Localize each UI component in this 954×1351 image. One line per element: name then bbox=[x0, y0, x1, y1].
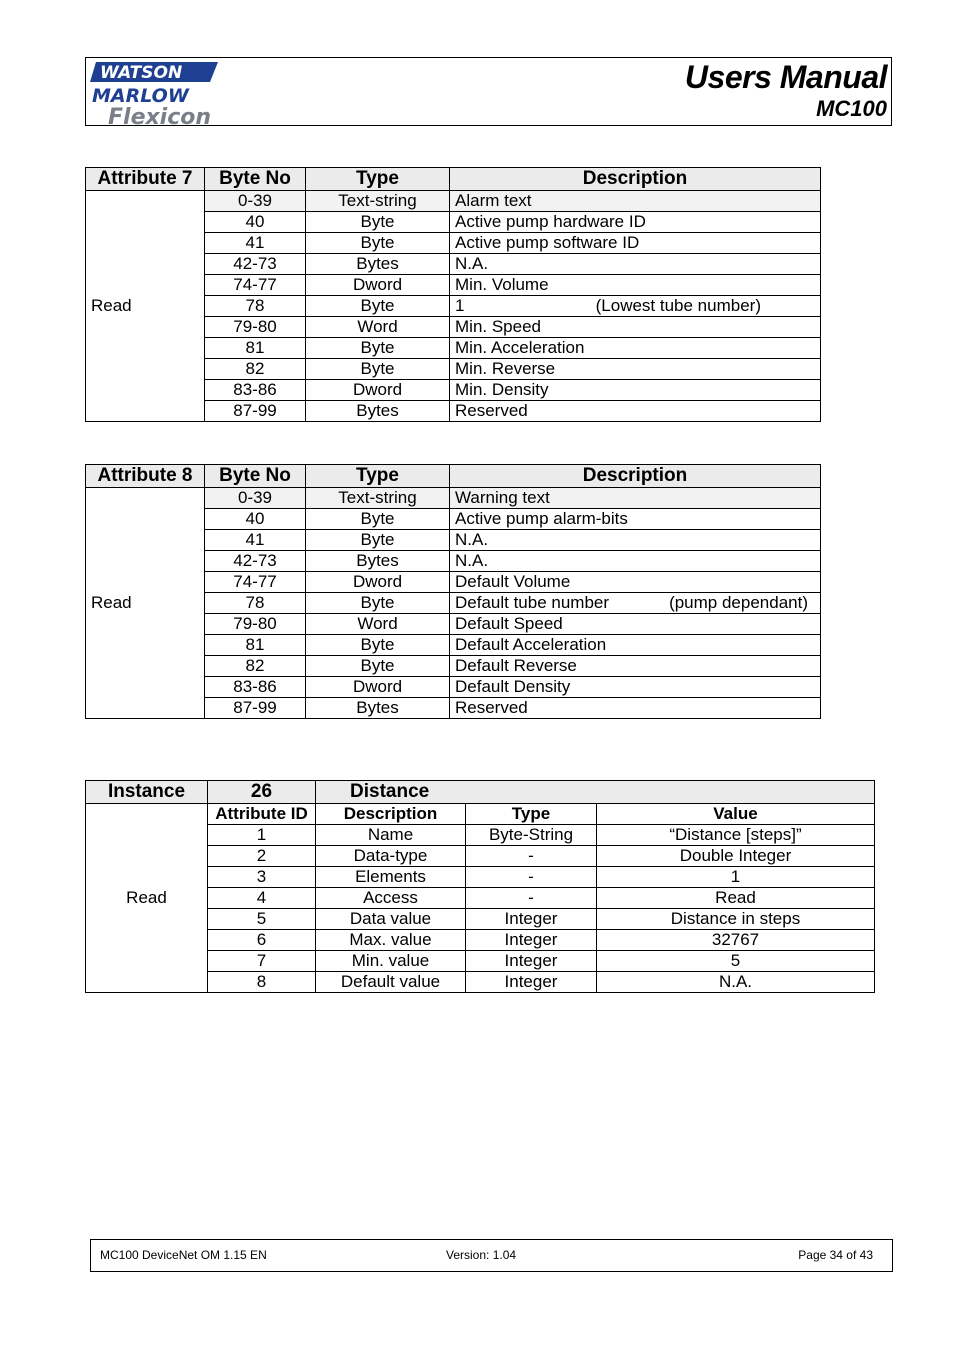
byte-no-cell: 79-80 bbox=[205, 614, 306, 635]
description-wrap bbox=[455, 212, 815, 232]
description-wrap bbox=[455, 296, 815, 316]
description-text: N.A. bbox=[455, 530, 489, 549]
description-cell bbox=[450, 530, 821, 551]
description-wrap bbox=[455, 698, 815, 718]
description-cell bbox=[450, 635, 821, 656]
description-text: Min. Density bbox=[455, 380, 549, 399]
description-cell bbox=[450, 275, 821, 296]
description-text: Default Volume bbox=[455, 572, 571, 591]
description-text: 1 bbox=[455, 296, 465, 315]
type-cell: Text-string bbox=[306, 488, 450, 509]
byte-no-cell: 0-39 bbox=[205, 191, 306, 212]
subheader-row bbox=[86, 804, 875, 825]
description-cell bbox=[450, 338, 821, 359]
description-cell bbox=[450, 254, 821, 275]
description-wrap bbox=[455, 191, 815, 211]
description-wrap bbox=[455, 551, 815, 571]
instance-name bbox=[316, 781, 875, 804]
byte-no-cell: 78 bbox=[205, 593, 306, 614]
byte-no-cell: 83-86 bbox=[205, 677, 306, 698]
byte-no-cell: 41 bbox=[205, 530, 306, 551]
type-cell: Byte bbox=[306, 530, 450, 551]
byte-no-cell: 40 bbox=[205, 212, 306, 233]
description-text: Reserved bbox=[455, 698, 528, 717]
attribute-id-cell: 5 bbox=[208, 909, 316, 930]
byte-no-cell: 82 bbox=[205, 656, 306, 677]
access-cell: Read bbox=[86, 804, 208, 993]
description-text: Active pump hardware ID bbox=[455, 212, 646, 231]
description-wrap bbox=[455, 380, 815, 400]
type-cell: Word bbox=[306, 614, 450, 635]
type-cell: Byte bbox=[306, 338, 450, 359]
column-header: Byte No bbox=[205, 168, 306, 191]
attribute-id-cell: 1 bbox=[208, 825, 316, 846]
description-wrap bbox=[455, 488, 815, 508]
byte-no-cell: 81 bbox=[205, 635, 306, 656]
description-text: Min. Acceleration bbox=[455, 338, 585, 357]
type-cell: Byte bbox=[306, 296, 450, 317]
description-text: Active pump software ID bbox=[455, 233, 640, 252]
type-cell: Byte bbox=[306, 593, 450, 614]
description-cell: Max. value bbox=[316, 930, 466, 951]
byte-no-cell: 78 bbox=[205, 296, 306, 317]
description-text: Reserved bbox=[455, 401, 528, 420]
type-cell: Byte bbox=[306, 635, 450, 656]
instance-name-text: Distance bbox=[350, 781, 430, 802]
attribute-id-cell: 8 bbox=[208, 972, 316, 993]
description-wrap bbox=[455, 656, 815, 676]
attribute-8-table bbox=[85, 464, 821, 719]
svg-text:WATSON: WATSON bbox=[100, 63, 183, 83]
description-wrap bbox=[455, 317, 815, 337]
description-cell bbox=[450, 509, 821, 530]
access-cell: Read bbox=[86, 191, 205, 422]
byte-no-cell: 74-77 bbox=[205, 275, 306, 296]
type-cell: Text-string bbox=[306, 191, 450, 212]
byte-no-cell: 74-77 bbox=[205, 572, 306, 593]
column-header: Type bbox=[306, 168, 450, 191]
description-cell bbox=[450, 401, 821, 422]
footer-doc-id: MC100 DeviceNet OM 1.15 EN bbox=[100, 1248, 267, 1262]
description-cell: Data value bbox=[316, 909, 466, 930]
type-cell: Integer bbox=[466, 930, 597, 951]
type-cell: Dword bbox=[306, 380, 450, 401]
description-cell bbox=[450, 614, 821, 635]
description-wrap bbox=[455, 677, 815, 697]
byte-no-cell: 41 bbox=[205, 233, 306, 254]
type-cell: - bbox=[466, 867, 597, 888]
type-cell: Byte bbox=[306, 359, 450, 380]
description-cell bbox=[450, 698, 821, 719]
type-cell: Dword bbox=[306, 572, 450, 593]
type-cell: Word bbox=[306, 317, 450, 338]
type-cell: Bytes bbox=[306, 698, 450, 719]
attribute-id-cell: 2 bbox=[208, 846, 316, 867]
byte-no-cell: 87-99 bbox=[205, 401, 306, 422]
description-wrap bbox=[455, 509, 815, 529]
description-wrap bbox=[455, 593, 815, 613]
byte-no-cell: 42-73 bbox=[205, 254, 306, 275]
value-cell: N.A. bbox=[597, 972, 875, 993]
column-header: Description bbox=[450, 465, 821, 488]
description-text: Default Speed bbox=[455, 614, 563, 633]
byte-no-cell: 42-73 bbox=[205, 551, 306, 572]
byte-no-cell: 87-99 bbox=[205, 698, 306, 719]
description-cell bbox=[450, 212, 821, 233]
description-wrap bbox=[455, 614, 815, 634]
description-cell: Access bbox=[316, 888, 466, 909]
type-cell: Bytes bbox=[306, 551, 450, 572]
footer-page-number: Page 34 of 43 bbox=[798, 1248, 873, 1262]
type-cell: Integer bbox=[466, 951, 597, 972]
type-cell: Integer bbox=[466, 972, 597, 993]
byte-no-cell: 83-86 bbox=[205, 380, 306, 401]
value-cell: Double Integer bbox=[597, 846, 875, 867]
description-text: N.A. bbox=[455, 551, 489, 570]
description-cell: Default value bbox=[316, 972, 466, 993]
description-cell bbox=[450, 572, 821, 593]
svg-text:Flexicon: Flexicon bbox=[108, 105, 212, 126]
column-header: Type bbox=[466, 804, 597, 825]
table-row bbox=[86, 488, 821, 509]
type-cell: Integer bbox=[466, 909, 597, 930]
description-text: N.A. bbox=[455, 254, 489, 273]
byte-no-cell: 40 bbox=[205, 509, 306, 530]
description-wrap bbox=[455, 233, 815, 253]
description-cell bbox=[450, 191, 821, 212]
document-subtitle: MC100 bbox=[816, 96, 887, 121]
description-cell: Min. value bbox=[316, 951, 466, 972]
description-wrap bbox=[455, 359, 815, 379]
type-cell: Byte bbox=[306, 233, 450, 254]
table-row bbox=[86, 191, 821, 212]
type-cell: Bytes bbox=[306, 254, 450, 275]
column-header: Attribute 7 bbox=[86, 168, 205, 191]
description-text: Min. Reverse bbox=[455, 359, 556, 378]
description-note: (pump dependant) bbox=[669, 593, 808, 612]
page-header bbox=[85, 57, 892, 126]
description-text: Default Acceleration bbox=[455, 635, 607, 654]
description-cell: Data-type bbox=[316, 846, 466, 867]
description-text: Min. Volume bbox=[455, 275, 549, 294]
description-cell bbox=[450, 296, 821, 317]
type-cell: Byte bbox=[306, 656, 450, 677]
access-cell: Read bbox=[86, 488, 205, 719]
column-header: Description bbox=[450, 168, 821, 191]
value-cell: 1 bbox=[597, 867, 875, 888]
column-header: Value bbox=[597, 804, 875, 825]
column-header: Description bbox=[316, 804, 466, 825]
type-cell: Dword bbox=[306, 275, 450, 296]
type-cell: Bytes bbox=[306, 401, 450, 422]
description-wrap bbox=[455, 275, 815, 295]
description-note: (Lowest tube number) bbox=[595, 296, 761, 315]
attribute-id-cell: 6 bbox=[208, 930, 316, 951]
document-title: Users Manual bbox=[684, 59, 887, 95]
description-text: Min. Speed bbox=[455, 317, 541, 336]
description-text: Active pump alarm-bits bbox=[455, 509, 628, 528]
type-cell: Byte bbox=[306, 212, 450, 233]
column-header: Byte No bbox=[205, 465, 306, 488]
description-cell bbox=[450, 380, 821, 401]
description-text: Default tube number bbox=[455, 593, 610, 612]
value-cell: “Distance [steps]” bbox=[597, 825, 875, 846]
description-text: Warning text bbox=[455, 488, 550, 507]
byte-no-cell: 82 bbox=[205, 359, 306, 380]
attribute-id-cell: 7 bbox=[208, 951, 316, 972]
watson-marlow-logo bbox=[90, 60, 220, 126]
description-wrap bbox=[455, 635, 815, 655]
description-cell bbox=[450, 551, 821, 572]
column-header: Attribute 8 bbox=[86, 465, 205, 488]
attribute-id-cell: 4 bbox=[208, 888, 316, 909]
description-cell bbox=[450, 488, 821, 509]
instance-number: 26 bbox=[208, 781, 316, 804]
attribute-id-cell: 3 bbox=[208, 867, 316, 888]
type-cell: Byte bbox=[306, 509, 450, 530]
description-wrap bbox=[455, 338, 815, 358]
value-cell: Distance in steps bbox=[597, 909, 875, 930]
type-cell: Byte-String bbox=[466, 825, 597, 846]
type-cell: - bbox=[466, 846, 597, 867]
attribute-7-table bbox=[85, 167, 821, 422]
value-cell: 5 bbox=[597, 951, 875, 972]
footer-version: Version: 1.04 bbox=[446, 1248, 517, 1262]
byte-no-cell: 0-39 bbox=[205, 488, 306, 509]
description-wrap bbox=[455, 254, 815, 274]
description-cell bbox=[450, 317, 821, 338]
description-wrap bbox=[455, 401, 815, 421]
column-header: Attribute ID bbox=[208, 804, 316, 825]
type-cell: - bbox=[466, 888, 597, 909]
description-cell bbox=[450, 677, 821, 698]
description-cell bbox=[450, 656, 821, 677]
description-text: Default Density bbox=[455, 677, 571, 696]
byte-no-cell: 79-80 bbox=[205, 317, 306, 338]
column-header: Type bbox=[306, 465, 450, 488]
byte-no-cell: 81 bbox=[205, 338, 306, 359]
description-cell bbox=[450, 593, 821, 614]
svg-text:MARLOW: MARLOW bbox=[92, 85, 189, 107]
description-wrap bbox=[455, 530, 815, 550]
instance-26-table bbox=[85, 780, 875, 993]
description-text: Default Reverse bbox=[455, 656, 577, 675]
description-cell: Name bbox=[316, 825, 466, 846]
value-cell: 32767 bbox=[597, 930, 875, 951]
page-footer bbox=[90, 1239, 893, 1272]
description-text: Alarm text bbox=[455, 191, 532, 210]
description-cell: Elements bbox=[316, 867, 466, 888]
value-cell: Read bbox=[597, 888, 875, 909]
type-cell: Dword bbox=[306, 677, 450, 698]
description-cell bbox=[450, 359, 821, 380]
description-cell bbox=[450, 233, 821, 254]
instance-label: Instance bbox=[86, 781, 208, 804]
description-wrap bbox=[455, 572, 815, 592]
